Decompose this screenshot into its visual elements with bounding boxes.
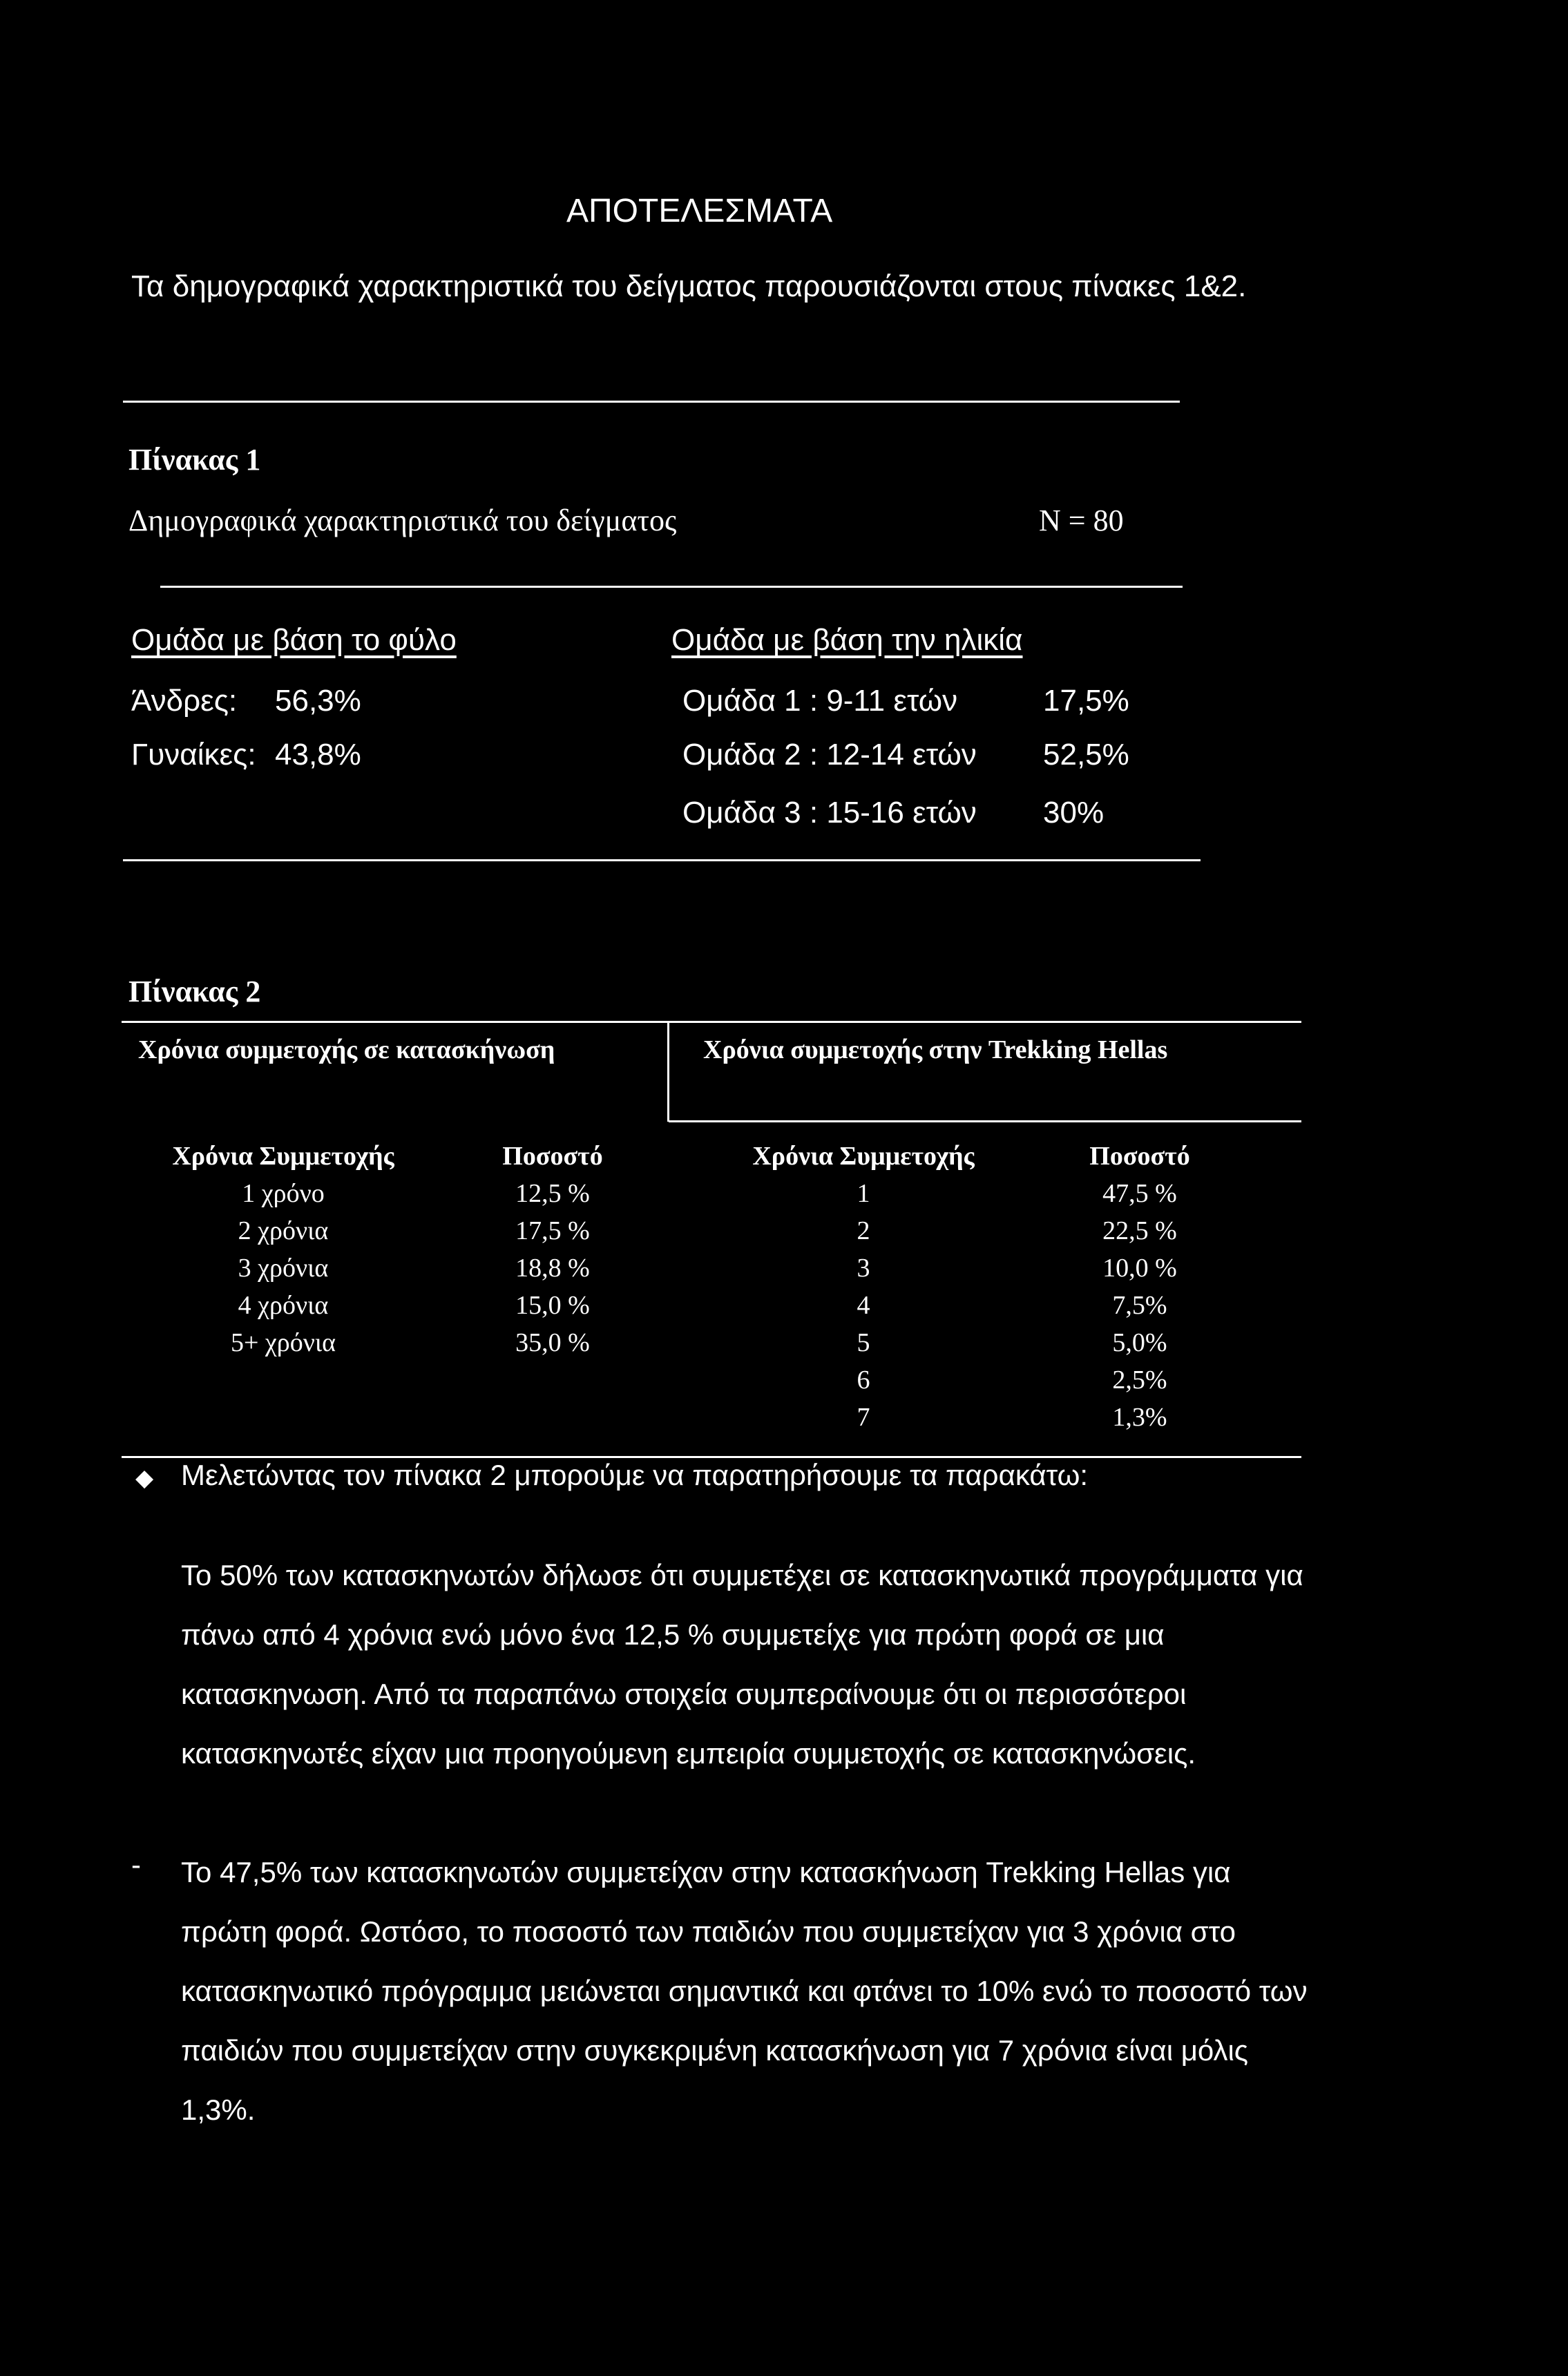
paragraph-1: Το 50% των κατασκηνωτών δήλωσε ότι συμμετέχει σε κατασκηνωτικά προγράμματα για πάνω από 4 χρόνια ενώ μόνο ένα 12,5 % συμμετείχε για πρώτη φορά σε μια κατασκηνωση. Από τα παραπάνω στοιχεία συμπεραίνουμε ότι οι περισσότεροι κατασκηνωτές είχαν μια προηγούμενη εμπειρία συμμετοχής σε κατασκηνώσεις.	[181, 1559, 1303, 1770]
table1-label: Πίνακας 1	[128, 443, 261, 477]
gender-row-value: 56,3%	[275, 684, 361, 718]
age-row-label: Ομάδα 3 : 15-16 ετών	[682, 796, 977, 830]
table2-right-years-cell: 7	[857, 1403, 870, 1432]
table2-right-years-cell: 5	[857, 1328, 870, 1357]
age-row-value: 17,5%	[1043, 684, 1129, 718]
table2-label: Πίνακας 2	[128, 975, 261, 1008]
table2-right-title: Χρόνια συμμετοχής στην Trekking Hellas	[703, 1035, 1168, 1064]
table2-right-percent-cell: 5,0%	[1112, 1328, 1167, 1357]
dash-marker: -	[131, 1848, 141, 1881]
table2-left-years-cell: 1 χρόνο	[242, 1179, 325, 1208]
table2-right-years-cell: 1	[857, 1179, 870, 1208]
table2-right-years-cell: 3	[857, 1254, 870, 1283]
age-row-value: 30%	[1043, 796, 1105, 830]
table2-right-percent-cell: 1,3%	[1112, 1403, 1167, 1432]
table1-header-rule	[160, 586, 1183, 588]
table2-left-years-cell: 5+ χρόνια	[230, 1328, 336, 1357]
diamond-bullet-icon: ◆	[135, 1466, 154, 1491]
gender-row-value: 43,8%	[275, 738, 361, 772]
bullet-text: Μελετώντας τον πίνακα 2 μπορούμε να παρατηρήσουμε τα παρακάτω:	[181, 1459, 1089, 1491]
age-row-label: Ομάδα 1 : 9-11 ετών	[682, 684, 958, 718]
age-row-value: 52,5%	[1043, 738, 1129, 772]
table2-right-percent-cell: 22,5 %	[1102, 1216, 1177, 1245]
table2-right-percent-cell: 10,0 %	[1102, 1254, 1177, 1283]
table2-right-years-cell: 6	[857, 1366, 870, 1395]
table2-right-years-cell: 4	[857, 1291, 870, 1320]
table2-left-years-cell: 4 χρόνια	[238, 1291, 329, 1320]
table2-right-percent-cell: 2,5%	[1112, 1366, 1167, 1395]
table2-right-percent-cell: 7,5%	[1112, 1291, 1167, 1320]
gender-row-label: Άνδρες:	[131, 684, 238, 718]
table2-bottom-rule	[122, 1456, 1301, 1458]
table2-right-years-header: Χρόνια Συμμετοχής	[752, 1142, 975, 1171]
intro-text: Τα δημογραφικά χαρακτηριστικά του δείγματος παρουσιάζονται στους πίνακες 1&2.	[131, 269, 1247, 303]
age-group-header: Ομάδα με βάση την ηλικία	[671, 623, 1023, 657]
table2-left-years-cell: 3 χρόνια	[238, 1254, 329, 1283]
table2-left-percent-cell: 17,5 %	[515, 1216, 590, 1245]
table2-left-percent-cell: 18,8 %	[515, 1254, 590, 1283]
table2-subheader-rule	[669, 1120, 1301, 1122]
table2-left-title: Χρόνια συμμετοχής σε κατασκήνωση	[138, 1035, 555, 1064]
table1-top-rule	[123, 401, 1180, 403]
table2-left-percent-cell: 15,0 %	[515, 1291, 590, 1320]
table2-column-divider	[667, 1021, 669, 1122]
table2-right-percent-header: Ποσοστό	[1089, 1142, 1190, 1171]
gender-group-header: Ομάδα με βάση το φύλο	[131, 623, 457, 657]
gender-row-label: Γυναίκες:	[131, 738, 256, 772]
table2-right-years-cell: 2	[857, 1216, 870, 1245]
table2-left-years-header: Χρόνια Συμμετοχής	[172, 1142, 394, 1171]
table1-bottom-rule	[123, 859, 1201, 861]
table2-left-percent-header: Ποσοστό	[502, 1142, 603, 1171]
age-row-label: Ομάδα 2 : 12-14 ετών	[682, 738, 977, 772]
table1-sample-size: N = 80	[1039, 504, 1124, 537]
table2-left-percent-cell: 12,5 %	[515, 1179, 590, 1208]
table2-left-percent-cell: 35,0 %	[515, 1328, 590, 1357]
table2-top-rule	[122, 1021, 1301, 1023]
table2-left-years-cell: 2 χρόνια	[238, 1216, 329, 1245]
table1-caption: Δημογραφικά χαρακτηριστικά του δείγματος	[128, 504, 677, 537]
paragraph-2: Το 47,5% των κατασκηνωτών συμμετείχαν στην κατασκήνωση Trekking Hellas για πρώτη φορά. Ωστόσο, το ποσοστό των παιδιών που συμμετείχαν για 3 χρόνια στο κατασκηνωτικό πρόγραμμα μειώνεται σημαντικά και φτάνει το 10% ενώ το ποσοστό των παιδιών που συμμετείχαν στην συγκεκριμένη κατασκήνωση για 7 χρόνια είναι μόλις 1,3%.	[181, 1856, 1308, 2126]
table2-right-percent-cell: 47,5 %	[1102, 1179, 1177, 1208]
page-heading: ΑΠΟΤΕΛΕΣΜΑΤΑ	[566, 193, 833, 229]
